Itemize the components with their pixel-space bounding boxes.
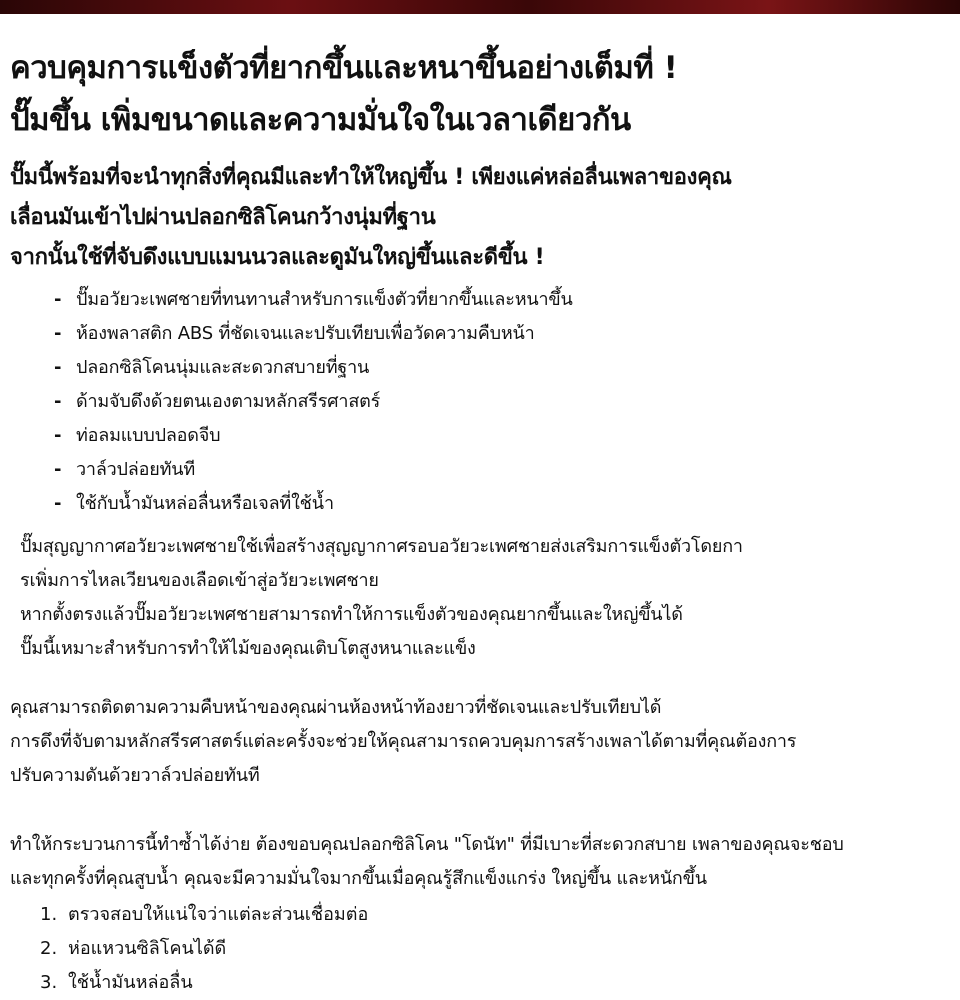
feature-item [54, 283, 573, 317]
feature-item [54, 419, 573, 453]
feature-list [54, 283, 573, 521]
feature-text: ด้ามจับดึงด้วยตนเองตามหลักสรีรศาสตร์ [76, 391, 381, 412]
step-number: 2. [40, 938, 58, 959]
headline-line-1: ควบคุมการแข็งตัวที่ยากขึ้นและหนาขึ้นอย่างเต็มที่ ! [10, 50, 678, 86]
feature-item [54, 351, 573, 385]
feature-item [54, 487, 573, 521]
step-number: 3. [40, 972, 58, 993]
paragraph-1-line-2: รเพิ่มการไหลเวียนของเลือดเข้าสู่อวัยวะเพศชาย [20, 570, 379, 591]
paragraph-3-line-1: ทำให้กระบวนการนี้ทำซ้ำได้ง่าย ต้องขอบคุณปลอกซิลิโคน "โดนัท" ที่มีเบาะที่สะดวกสบาย เพลาของคุณจะชอบ [10, 834, 844, 855]
paragraph-1-line-4: ปั๊มนี้เหมาะสำหรับการทำให้ไม้ของคุณเติบโตสูงหนาและแข็ง [20, 638, 476, 659]
feature-text: วาล์วปล่อยทันที [76, 459, 196, 480]
bullet-dash: - [54, 425, 62, 446]
steps-list [40, 898, 368, 1000]
bullet-dash: - [54, 459, 62, 480]
paragraph-1-line-1: ปั๊มสุญญากาศอวัยวะเพศชายใช้เพื่อสร้างสุญญากาศรอบอวัยวะเพศชายส่งเสริมการแข็งตัวโดยกา [20, 536, 743, 557]
feature-text: ใช้กับน้ำมันหล่อลื่นหรือเจลที่ใช้น้ำ [76, 493, 334, 514]
step-item [40, 932, 368, 966]
paragraph-2-line-1: คุณสามารถติดตามความคืบหน้าของคุณผ่านห้องหน้าท้องยาวที่ชัดเจนและปรับเทียบได้ [10, 697, 662, 718]
step-item [40, 898, 368, 932]
feature-item [54, 317, 573, 351]
feature-text: ปั๊มอวัยวะเพศชายที่ทนทานสำหรับการแข็งตัวที่ยากขึ้นและหนาขึ้น [76, 289, 573, 310]
bullet-dash: - [54, 357, 62, 378]
step-text: ตรวจสอบให้แน่ใจว่าแต่ละส่วนเชื่อมต่อ [68, 904, 369, 925]
top-banner-strip [0, 0, 960, 14]
step-text: ใช้น้ำมันหล่อลื่น [68, 972, 193, 993]
headline-line-2: ปั๊มขึ้น เพิ่มขนาดและความมั่นใจในเวลาเดียวกัน [10, 102, 631, 138]
bullet-dash: - [54, 493, 62, 514]
paragraph-2-line-3: ปรับความดันด้วยวาล์วปล่อยทันที [10, 765, 260, 786]
intro-line-1: ปั๊มนี้พร้อมที่จะนำทุกสิ่งที่คุณมีและทำให้ใหญ่ขึ้น ! เพียงแค่หล่อลื่นเพลาของคุณ [10, 165, 732, 190]
bullet-dash: - [54, 289, 62, 310]
feature-text: ท่อลมแบบปลอดจีบ [76, 425, 221, 446]
paragraph-1-line-3: หากตั้งตรงแล้วปั๊มอวัยวะเพศชายสามารถทำให้การแข็งตัวของคุณยากขึ้นและใหญ่ขึ้นได้ [20, 604, 683, 625]
step-item [40, 966, 368, 1000]
paragraph-2-line-2: การดึงที่จับตามหลักสรีรศาสตร์แต่ละครั้งจะช่วยให้คุณสามารถควบคุมการสร้างเพลาได้ตามที่คุณต้องการ [10, 731, 797, 752]
paragraph-3-line-2: และทุกครั้งที่คุณสูบน้ำ คุณจะมีความมั่นใจมากขึ้นเมื่อคุณรู้สึกแข็งแกร่ง ใหญ่ขึ้น และหนักขึ้น [10, 868, 707, 889]
intro-line-2: เลื่อนมันเข้าไปผ่านปลอกซิลิโคนกว้างนุ่มที่ฐาน [10, 205, 436, 230]
bullet-dash: - [54, 391, 62, 412]
feature-item [54, 385, 573, 419]
feature-item [54, 453, 573, 487]
feature-text: ห้องพลาสติก ABS ที่ชัดเจนและปรับเทียบเพื่อวัดความคืบหน้า [76, 323, 535, 344]
intro-line-3: จากนั้นใช้ที่จับดึงแบบแมนนวลและดูมันใหญ่ขึ้นและดีขึ้น ! [10, 245, 545, 270]
step-number: 1. [40, 904, 58, 925]
step-text: ห่อแหวนซิลิโคนได้ดี [68, 938, 227, 959]
bullet-dash: - [54, 323, 62, 344]
feature-text: ปลอกซิลิโคนนุ่มและสะดวกสบายที่ฐาน [76, 357, 370, 378]
